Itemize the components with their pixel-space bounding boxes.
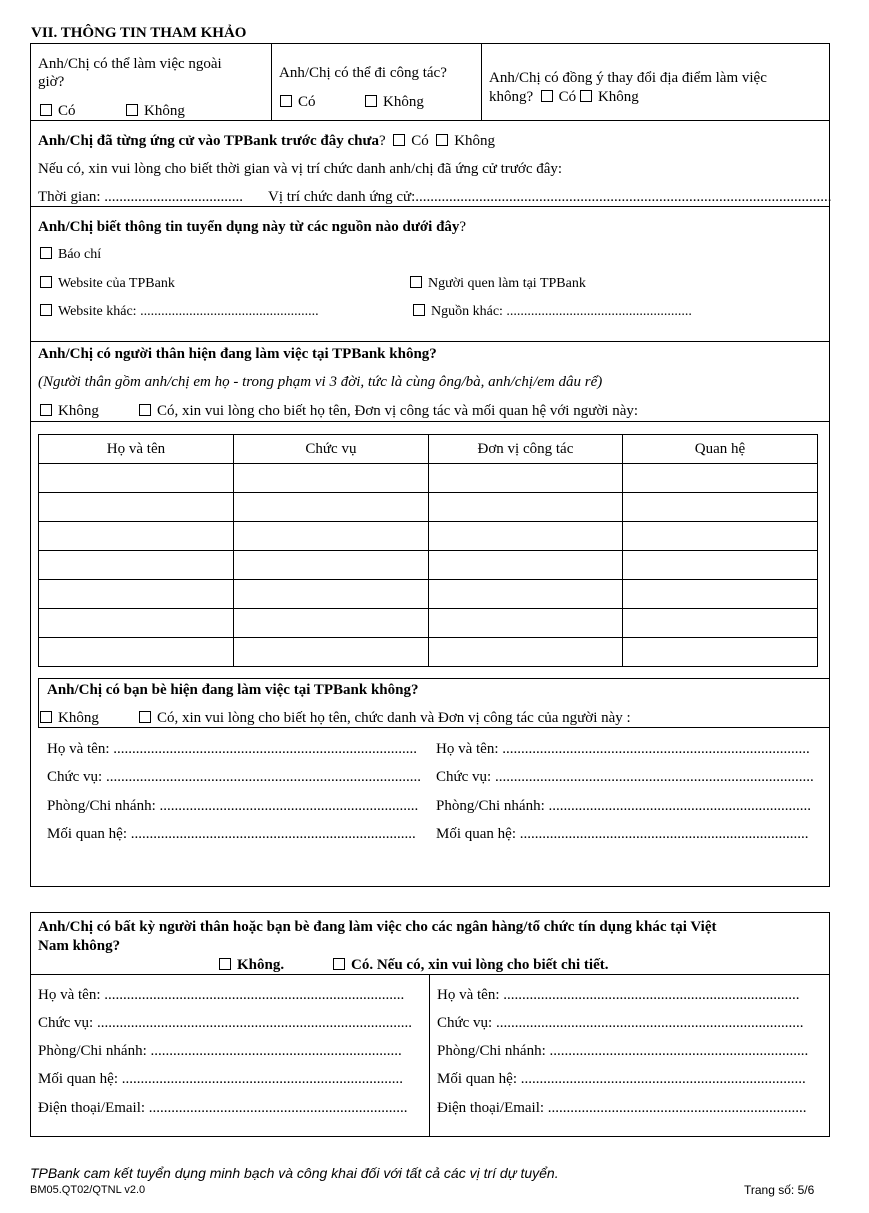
relatives-yes[interactable]: Có, xin vui lòng cho biết họ tên, Đơn vị công tác và mối quan hệ với người này: bbox=[139, 402, 638, 420]
table-row bbox=[39, 638, 818, 667]
friends-question: Anh/Chị có bạn bè hiện đang làm việc tại TPBank không? bbox=[47, 682, 419, 698]
table-cell[interactable] bbox=[233, 638, 428, 667]
travel-no[interactable]: Không bbox=[365, 93, 424, 111]
friend1-position-field[interactable]: Chức vụ: .................................................................................... bbox=[47, 769, 421, 785]
footer-commitment: TPBank cam kết tuyển dụng minh bạch và công khai đối với tất cả các vị trí dự tuyển. bbox=[30, 1165, 559, 1181]
table-cell[interactable] bbox=[39, 609, 234, 638]
table-cell[interactable] bbox=[428, 609, 622, 638]
bank-contact1-relationship-field[interactable]: Mối quan hệ: ........................................................................... bbox=[38, 1071, 403, 1087]
table-cell[interactable] bbox=[622, 638, 817, 667]
table-cell[interactable] bbox=[428, 493, 622, 522]
overtime-yes-checkbox[interactable] bbox=[40, 104, 52, 116]
other-banks-yes-checkbox[interactable] bbox=[333, 958, 345, 970]
relatives-no[interactable]: Không bbox=[40, 402, 99, 420]
other-banks-no[interactable]: Không. bbox=[219, 956, 284, 974]
col-work-unit: Đơn vị công tác bbox=[428, 435, 622, 464]
table-row bbox=[39, 464, 818, 493]
other-banks-question-line1: Anh/Chị có bất kỳ người thân hoặc bạn bè đang làm việc cho các ngân hàng/tổ chức tín dụng khác tại Việt bbox=[38, 919, 717, 935]
applied-before-note: Nếu có, xin vui lòng cho biết thời gian và vị trí chức danh anh/chị đã ứng cử trước đây: bbox=[38, 161, 563, 177]
source-acquaintance[interactable]: Người quen làm tại TPBank bbox=[410, 275, 586, 293]
bank-contact1-position-field[interactable]: Chức vụ: .................................................................................... bbox=[38, 1015, 412, 1031]
bank-contact2-position-field[interactable]: Chức vụ: .................................................................................. bbox=[437, 1015, 804, 1031]
table-cell[interactable] bbox=[622, 580, 817, 609]
table-row bbox=[39, 522, 818, 551]
section-title: VII. THÔNG TIN THAM KHẢO bbox=[31, 25, 247, 41]
footer-page-number: Trang số: 5/6 bbox=[744, 1183, 815, 1197]
source-other-checkbox[interactable] bbox=[413, 304, 425, 316]
table-cell[interactable] bbox=[39, 580, 234, 609]
table-cell[interactable] bbox=[428, 522, 622, 551]
applied-before-question: Anh/Chị đã từng ứng cử vào TPBank trước đây chưa? Có Không bbox=[38, 133, 496, 149]
table-cell[interactable] bbox=[622, 464, 817, 493]
table-cell[interactable] bbox=[428, 638, 622, 667]
table-cell[interactable] bbox=[428, 580, 622, 609]
friends-no[interactable]: Không bbox=[40, 709, 99, 727]
source-question: Anh/Chị biết thông tin tuyển dụng này từ các nguồn nào dưới đây? bbox=[38, 219, 467, 235]
source-other-website[interactable]: Website khác: ................................................... bbox=[40, 303, 319, 321]
col-full-name: Họ và tên bbox=[39, 435, 234, 464]
relocation-question-line2: không? Có Không bbox=[489, 89, 639, 105]
table-cell[interactable] bbox=[39, 522, 234, 551]
overtime-yes[interactable]: Có bbox=[40, 102, 76, 120]
relatives-table-header bbox=[39, 435, 818, 464]
table-cell[interactable] bbox=[622, 609, 817, 638]
applied-before-yes-checkbox[interactable] bbox=[393, 134, 405, 146]
relatives-yes-checkbox[interactable] bbox=[139, 404, 151, 416]
footer-form-code: BM05.QT02/QTNL v2.0 bbox=[30, 1184, 146, 1196]
source-website-checkbox[interactable] bbox=[40, 276, 52, 288]
table-cell[interactable] bbox=[233, 609, 428, 638]
friend1-branch-field[interactable]: Phòng/Chi nhánh: ..................................................................... bbox=[47, 798, 419, 814]
relatives-note: (Người thân gồm anh/chị em họ - trong phạm vi 3 đời, tức là cùng ông/bà, anh/chị/em dâu rể) bbox=[38, 374, 603, 390]
col-relationship: Quan hệ bbox=[622, 435, 817, 464]
table-cell[interactable] bbox=[39, 464, 234, 493]
table-cell[interactable] bbox=[233, 464, 428, 493]
source-press-checkbox[interactable] bbox=[40, 247, 52, 259]
applied-position-field[interactable]: Vị trí chức danh ứng cử:............................................................................................................... bbox=[268, 189, 832, 205]
friend2-name-field[interactable]: Họ và tên: .................................................................................. bbox=[436, 741, 810, 757]
table-row bbox=[39, 551, 818, 580]
other-banks-no-checkbox[interactable] bbox=[219, 958, 231, 970]
table-cell[interactable] bbox=[428, 551, 622, 580]
relocation-question-line1: Anh/Chị có đồng ý thay đổi địa điểm làm việc bbox=[489, 70, 767, 86]
overtime-question-line2: giờ? bbox=[38, 74, 65, 90]
overtime-no[interactable]: Không bbox=[126, 102, 185, 120]
table-cell[interactable] bbox=[39, 638, 234, 667]
table-cell[interactable] bbox=[233, 493, 428, 522]
source-other[interactable]: Nguồn khác: ..................................................... bbox=[413, 303, 692, 321]
friends-yes[interactable]: Có, xin vui lòng cho biết họ tên, chức danh và Đơn vị công tác của người này : bbox=[139, 709, 631, 727]
friend1-name-field[interactable]: Họ và tên: ................................................................................. bbox=[47, 741, 417, 757]
relocation-no-checkbox[interactable] bbox=[580, 90, 592, 102]
relatives-question: Anh/Chị có người thân hiện đang làm việc tại TPBank không? bbox=[38, 346, 437, 362]
source-acquaintance-checkbox[interactable] bbox=[410, 276, 422, 288]
source-website[interactable]: Website của TPBank bbox=[40, 275, 175, 293]
table-cell[interactable] bbox=[428, 464, 622, 493]
friend2-branch-field[interactable]: Phòng/Chi nhánh: ...................................................................... bbox=[436, 798, 812, 814]
friends-no-checkbox[interactable] bbox=[40, 711, 52, 723]
bank-contact1-phone-field[interactable]: Điện thoại/Email: ..................................................................... bbox=[38, 1100, 408, 1116]
relatives-table bbox=[38, 434, 818, 667]
table-row bbox=[39, 580, 818, 609]
table-cell[interactable] bbox=[233, 580, 428, 609]
overtime-question-line1: Anh/Chị có thể làm việc ngoài bbox=[38, 56, 222, 72]
source-press[interactable]: Báo chí bbox=[40, 246, 101, 264]
table-cell[interactable] bbox=[622, 522, 817, 551]
friends-yes-checkbox[interactable] bbox=[139, 711, 151, 723]
bank-contact2-name-field[interactable]: Họ và tên: ............................................................................... bbox=[437, 987, 800, 1003]
travel-yes[interactable]: Có bbox=[280, 93, 316, 111]
table-row bbox=[39, 493, 818, 522]
travel-question: Anh/Chị có thể đi công tác? bbox=[279, 65, 447, 81]
bank-contact1-name-field[interactable]: Họ và tên: ................................................................................ bbox=[38, 987, 405, 1003]
other-banks-question-line2: Nam không? bbox=[38, 938, 121, 954]
table-row bbox=[39, 609, 818, 638]
friend1-relationship-field[interactable]: Mối quan hệ: ............................................................................ bbox=[47, 826, 416, 842]
travel-yes-checkbox[interactable] bbox=[280, 95, 292, 107]
table-cell[interactable] bbox=[39, 493, 234, 522]
applied-time-field[interactable]: Thời gian: ..................................... bbox=[38, 189, 244, 205]
relatives-no-checkbox[interactable] bbox=[40, 404, 52, 416]
table-cell[interactable] bbox=[622, 551, 817, 580]
bank-contact2-branch-field[interactable]: Phòng/Chi nhánh: ..................................................................... bbox=[437, 1043, 809, 1059]
relocation-yes-checkbox[interactable] bbox=[541, 90, 553, 102]
source-other-website-checkbox[interactable] bbox=[40, 304, 52, 316]
bank-contact2-relationship-field[interactable]: Mối quan hệ: ............................................................................ bbox=[437, 1071, 806, 1087]
bank-contact1-branch-field[interactable]: Phòng/Chi nhánh: ................................................................... bbox=[38, 1043, 402, 1059]
table-cell[interactable] bbox=[39, 551, 234, 580]
table-cell[interactable] bbox=[622, 493, 817, 522]
bank-contact2-phone-field[interactable]: Điện thoại/Email: ..................................................................... bbox=[437, 1100, 807, 1116]
friend2-position-field[interactable]: Chức vụ: ..................................................................................... bbox=[436, 769, 814, 785]
col-position: Chức vụ bbox=[233, 435, 428, 464]
other-banks-yes[interactable]: Có. Nếu có, xin vui lòng cho biết chi tiết. bbox=[333, 956, 609, 974]
table-cell[interactable] bbox=[233, 551, 428, 580]
travel-no-checkbox[interactable] bbox=[365, 95, 377, 107]
friend2-relationship-field[interactable]: Mối quan hệ: ............................................................................. bbox=[436, 826, 809, 842]
applied-before-no-checkbox[interactable] bbox=[436, 134, 448, 146]
overtime-no-checkbox[interactable] bbox=[126, 104, 138, 116]
table-cell[interactable] bbox=[233, 522, 428, 551]
